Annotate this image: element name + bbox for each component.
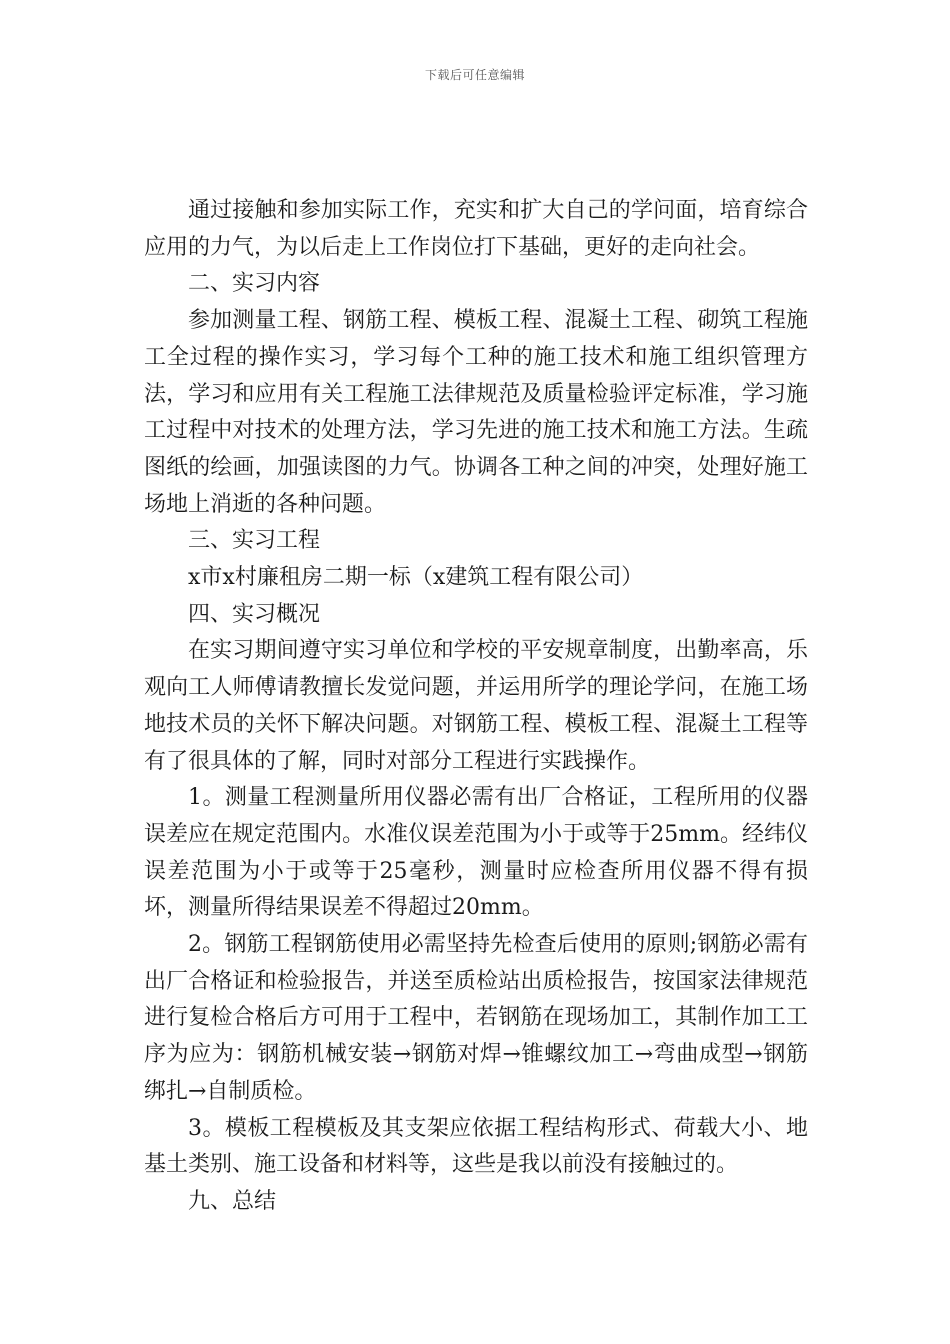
heading-internship-content: 二、实习内容 — [188, 271, 321, 297]
paragraph-project: x市x村廉租房二期一标（x建筑工程有限公司） — [188, 565, 644, 591]
document-body — [144, 193, 808, 1221]
paragraph-formwork: 3。模板工程模板及其支架应依据工程结构形式、荷载大小、地基土类别、施工设备和材料等，这些是我以前没有接触过的。 — [144, 1115, 808, 1178]
heading-summary: 九、总结 — [188, 1188, 277, 1214]
page-header: 下载后可任意编辑 — [424, 68, 525, 82]
paragraph-overview: 在实习期间遵守实习单位和学校的平安规章制度，出勤率高，乐观向工人师傅请教擅长发觉问题，并运用所学的理论学问，在施工场地技术员的关怀下解决问题。对钢筋工程、模板工程、混凝土工程等有了很具体的了解，同时对部分工程进行实践操作。 — [144, 638, 808, 774]
paragraph-purpose: 通过接触和参加实际工作，充实和扩大自己的学问面，培育综合应用的力气，为以后走上工作岗位打下基础，更好的走向社会。 — [144, 198, 808, 260]
paragraph-rebar: 2。钢筋工程钢筋使用必需坚持先检查后使用的原则;钢筋必需有出厂合格证和检验报告，并送至质检站出质检报告，按国家法律规范进行复检合格后方可用于工程中，若钢筋在现场加工，其制作加工工序为应为：钢筋机械安装→钢筋对焊→锥螺纹加工→弯曲成型→钢筋绑扎→自制质检。 — [144, 932, 808, 1104]
paragraph-content: 参加测量工程、钢筋工程、模板工程、混凝土工程、砌筑工程施工全过程的操作实习，学习每个工种的施工技术和施工组织管理方法，学习和应用有关工程施工法律规范及质量检验评定标准，学习施工过程中对技术的处理方法，学习先进的施工技术和施工方法。生疏图纸的绘画，加强读图的力气。协调各工种之间的冲突，处理好施工场地上消逝的各种问题。 — [144, 308, 808, 517]
heading-internship-project: 三、实习工程 — [188, 528, 321, 554]
heading-internship-overview: 四、实习概况 — [188, 601, 321, 627]
paragraph-surveying: 1。测量工程测量所用仪器必需有出厂合格证，工程所用的仪器误差应在规定范围内。水准仪误差范围为小于或等于25mm。经纬仪误差范围为小于或等于25毫秒，测量时应检查所用仪器不得有损坏，测量所得结果误差不得超过20mm。 — [144, 785, 808, 921]
